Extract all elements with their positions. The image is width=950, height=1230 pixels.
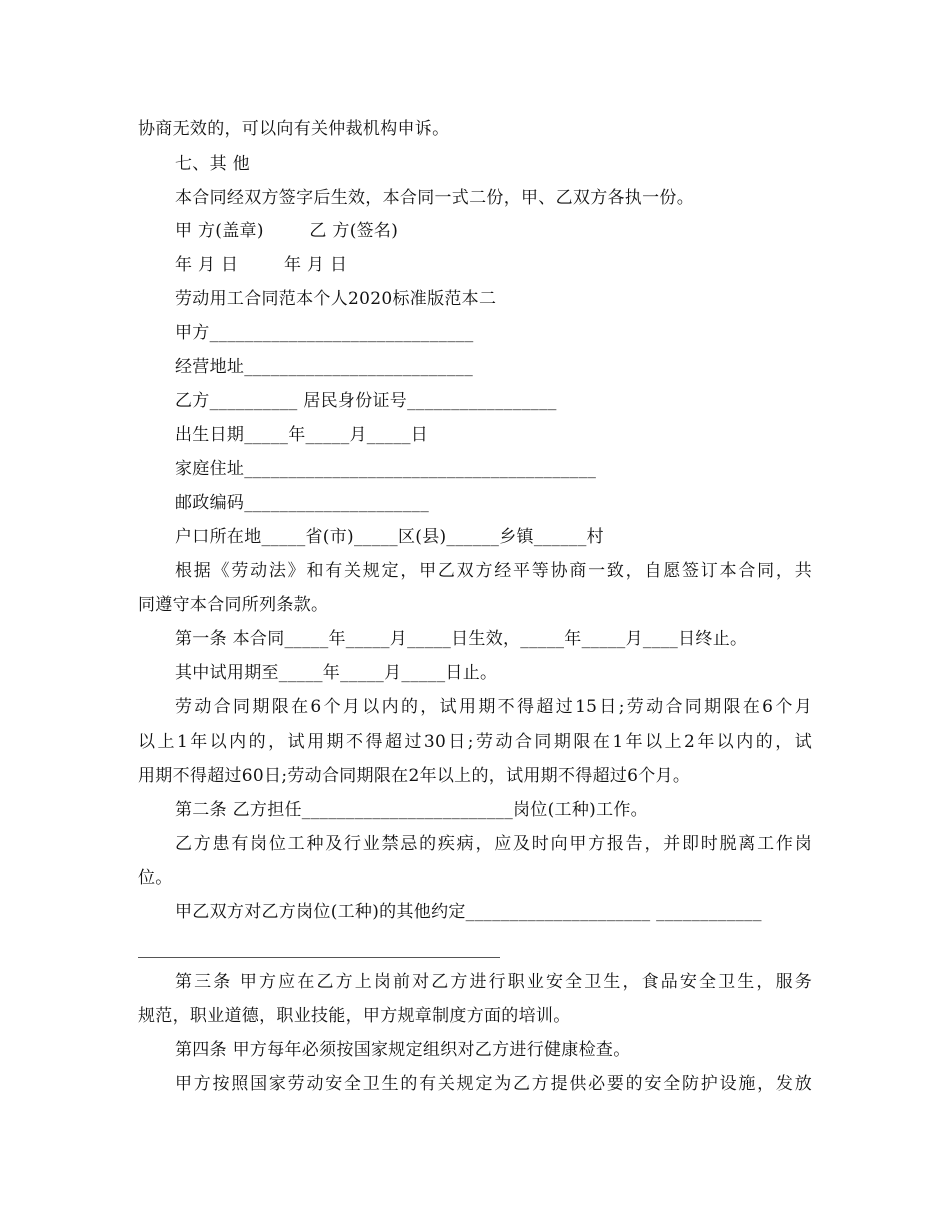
- article-3: 第三条 甲方应在乙方上岗前对乙方进行职业安全卫生，食品安全卫生，服务: [175, 972, 812, 992]
- signature-dates: 年 月 日 年 月 日: [175, 255, 348, 275]
- article-4: 第四条 甲方每年必须按国家规定组织对乙方进行健康检查。: [175, 1040, 631, 1060]
- section-heading: 七、其 他: [175, 154, 250, 174]
- text-line: 协商无效的，可以向有关仲裁机构申诉。: [138, 119, 450, 139]
- document-title: 劳动用工合同范本个人2020标准版范本二: [175, 289, 497, 309]
- form-field-business-address: 经营地址__________________________: [175, 357, 473, 377]
- text-line: 乙方患有岗位工种及行业禁忌的疾病，应及时向甲方报告，并即时脱离工作岗: [175, 834, 812, 854]
- text-line: 根据《劳动法》和有关规定，甲乙双方经平等协商一致，自愿签订本合同，共: [175, 561, 812, 581]
- form-field-postal-code: 邮政编码_____________________: [175, 493, 429, 513]
- form-field-home-address: 家庭住址________________________________________: [175, 459, 597, 479]
- blank-underline: [138, 957, 500, 958]
- article-2: 第二条 乙方担任________________________岗位(工种)工作。: [175, 800, 648, 820]
- text-line: 甲乙双方对乙方岗位(工种)的其他约定_____________________ ____________: [175, 902, 762, 922]
- form-field-party-a: 甲方______________________________: [175, 323, 474, 343]
- article-1: 第一条 本合同_____年_____月_____日生效，_____年_____月____日终止。: [175, 629, 748, 649]
- text-line: 用期不得超过60日;劳动合同期限在2年以上的，试用期不得超过6个月。: [138, 766, 691, 786]
- signature-parties: 甲 方(盖章) 乙 方(签名): [175, 221, 399, 241]
- text-line: 位。: [138, 868, 173, 888]
- text-line: 规范，职业道德，职业技能，甲方规章制度方面的培训。: [138, 1006, 571, 1026]
- text-line: 本合同经双方签字后生效，本合同一式二份，甲、乙双方各执一份。: [175, 188, 694, 208]
- text-line: 其中试用期至_____年_____月_____日止。: [175, 663, 498, 683]
- form-field-party-b-id: 乙方__________ 居民身份证号_________________: [175, 391, 557, 411]
- form-field-birth-date: 出生日期_____年_____月_____日: [175, 425, 429, 445]
- text-line: 同遵守本合同所列条款。: [138, 595, 329, 615]
- text-line: 以上1年以内的，试用期不得超过30日;劳动合同期限在1年以上2年以内的，试: [138, 732, 812, 752]
- form-field-household-registration: 户口所在地_____省(市)_____区(县)______乡镇______村: [175, 527, 604, 547]
- text-line: 甲方按照国家劳动安全卫生的有关规定为乙方提供必要的安全防护设施，发放: [175, 1074, 812, 1094]
- text-line: 劳动合同期限在6个月以内的，试用期不得超过15日;劳动合同期限在6个月: [175, 697, 812, 717]
